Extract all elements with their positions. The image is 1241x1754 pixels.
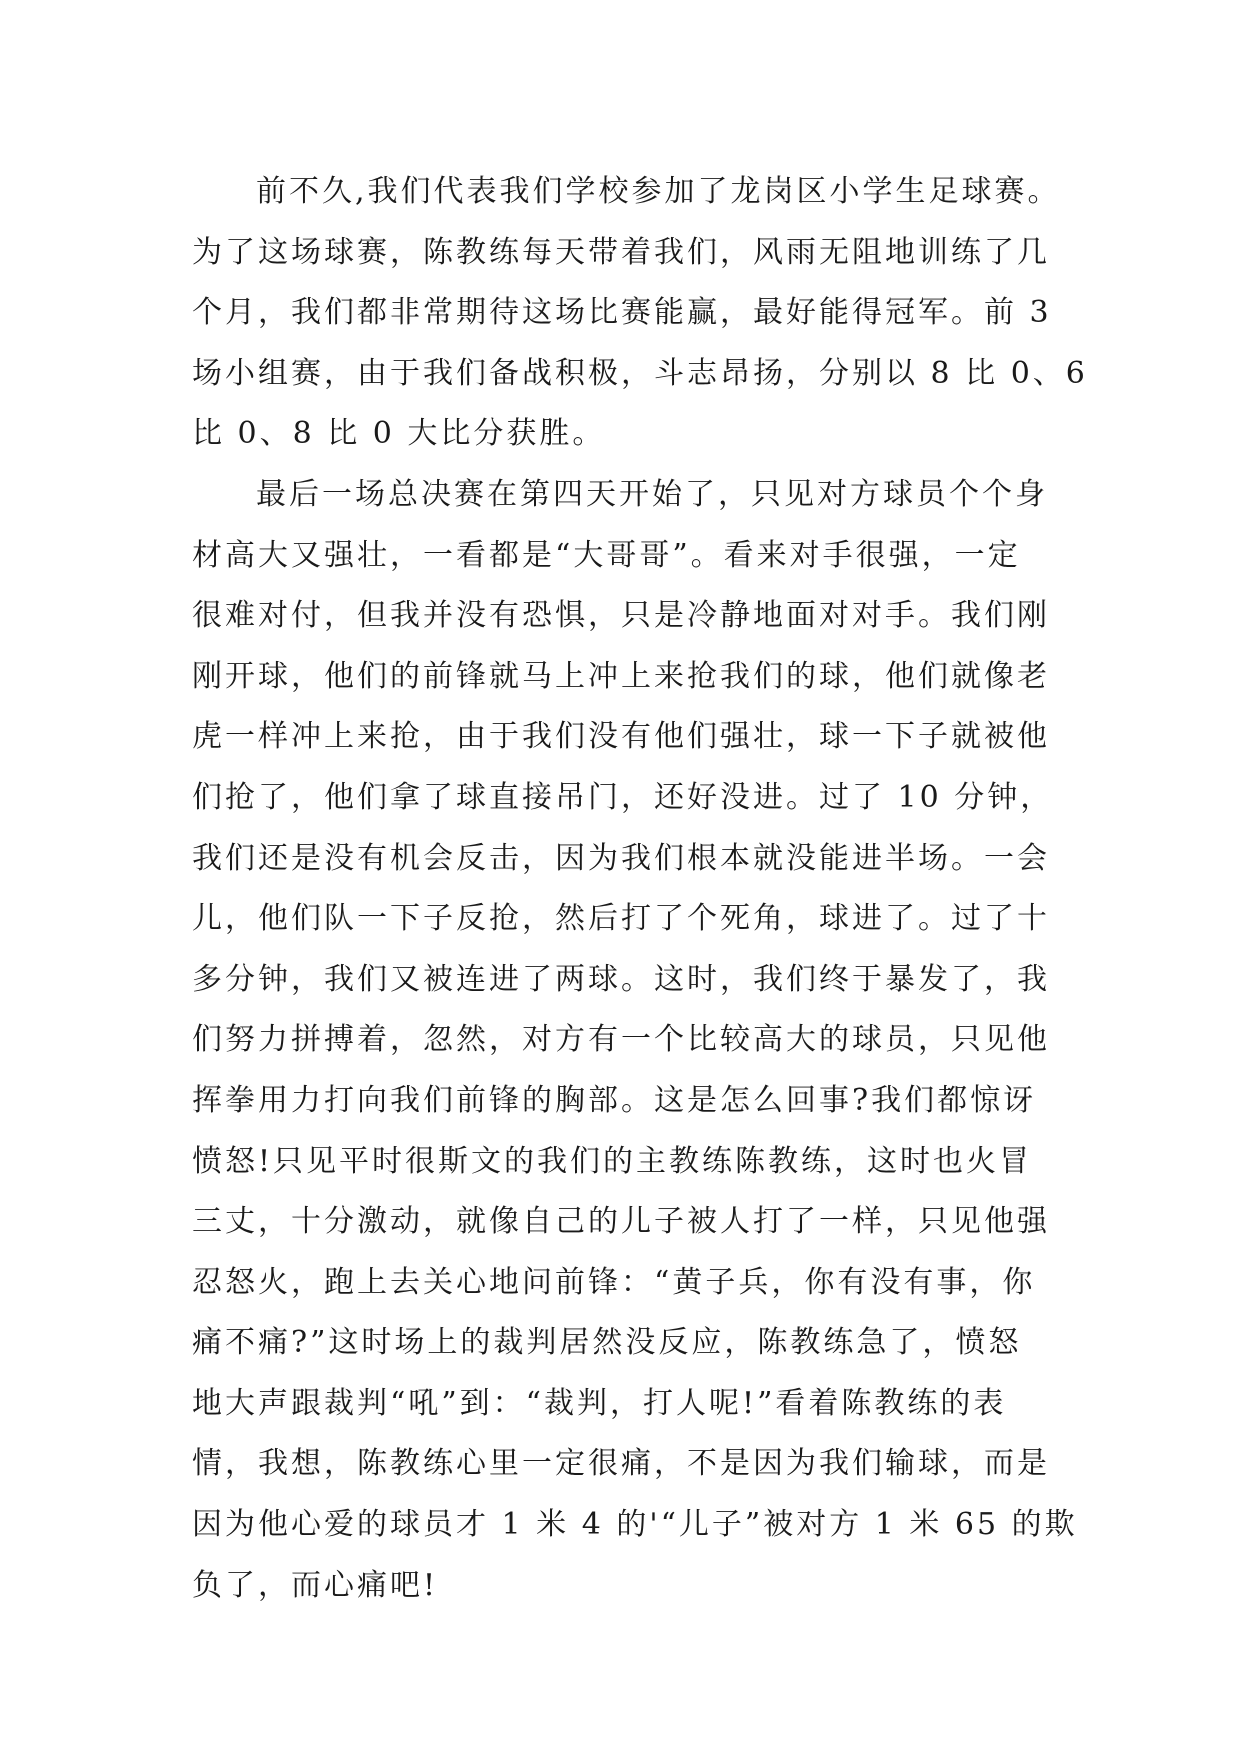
paragraph-2-line-17: 情，我想，陈教练心里一定很痛，不是因为我们输球，而是: [192, 1446, 1050, 1482]
paragraph-2-line-2: 材高大又强壮，一看都是“大哥哥”。看来对手很强，一定: [192, 537, 1021, 573]
paragraph-1-line-5: 比 0、8 比 0 大比分获胜。: [192, 416, 606, 452]
document-body: [192, 162, 1088, 1616]
paragraph-2-line-7: 我们还是没有机会反击，因为我们根本就没能进半场。一会: [192, 840, 1050, 876]
paragraph-2-line-6: 们抢了，他们拿了球直接吊门，还好没进。过了 10 分钟，: [192, 779, 1054, 815]
paragraph-2-line-15: 痛不痛?”这时场上的裁判居然没反应，陈教练急了，愤怒: [192, 1325, 1022, 1361]
paragraph-2-line-18: 因为他心爱的球员才 1 米 4 的'“儿子”被对方 1 米 65 的欺: [192, 1507, 1078, 1543]
paragraph-2-line-9: 多分钟，我们又被连进了两球。这时，我们终于暴发了，我: [192, 961, 1050, 997]
paragraph-2-line-11: 挥拳用力打向我们前锋的胸部。这是怎么回事?我们都惊讶: [192, 1082, 1037, 1118]
paragraph-2-line-3: 很难对付，但我并没有恐惧，只是冷静地面对对手。我们刚: [192, 598, 1050, 634]
paragraph-2-line-13: 三丈，十分激动，就像自己的儿子被人打了一样，只见他强: [192, 1204, 1050, 1240]
paragraph-2-line-8: 儿，他们队一下子反抢，然后打了个死角，球进了。过了十: [192, 901, 1050, 937]
paragraph-2-line-16: 地大声跟裁判“吼”到：“裁判，打人呢!”看着陈教练的表: [192, 1385, 1007, 1421]
paragraph-2-line-12: 愤怒!只见平时很斯文的我们的主教练陈教练，这时也火冒: [192, 1143, 1033, 1179]
paragraph-2-line-4: 刚开球，他们的前锋就马上冲上来抢我们的球，他们就像老: [192, 658, 1050, 694]
paragraph-1-line-3: 个月，我们都非常期待这场比赛能赢，最好能得冠军。前 3: [192, 295, 1052, 331]
paragraph-2-line-14: 忍怒火，跑上去关心地问前锋：“黄子兵，你有没有事，你: [192, 1264, 1036, 1300]
paragraph-1-line-4: 场小组赛，由于我们备战积极，斗志昂扬，分别以 8 比 0、6: [192, 355, 1088, 391]
paragraph-2-line-19: 负了，而心痛吧!: [192, 1567, 439, 1603]
paragraph-1-line-2: 为了这场球赛，陈教练每天带着我们，风雨无阻地训练了几: [192, 234, 1050, 270]
paragraph-2-line-10: 们努力拼搏着，忽然，对方有一个比较高大的球员，只见他: [192, 1022, 1050, 1058]
paragraph-1-line-1: 前不久,我们代表我们学校参加了龙岗区小学生足球赛。: [256, 174, 1061, 209]
paragraph-2-line-1: 最后一场总决赛在第四天开始了，只见对方球员个个身: [256, 476, 1048, 512]
paragraph-2-line-5: 虎一样冲上来抢，由于我们没有他们强壮，球一下子就被他: [192, 719, 1050, 755]
